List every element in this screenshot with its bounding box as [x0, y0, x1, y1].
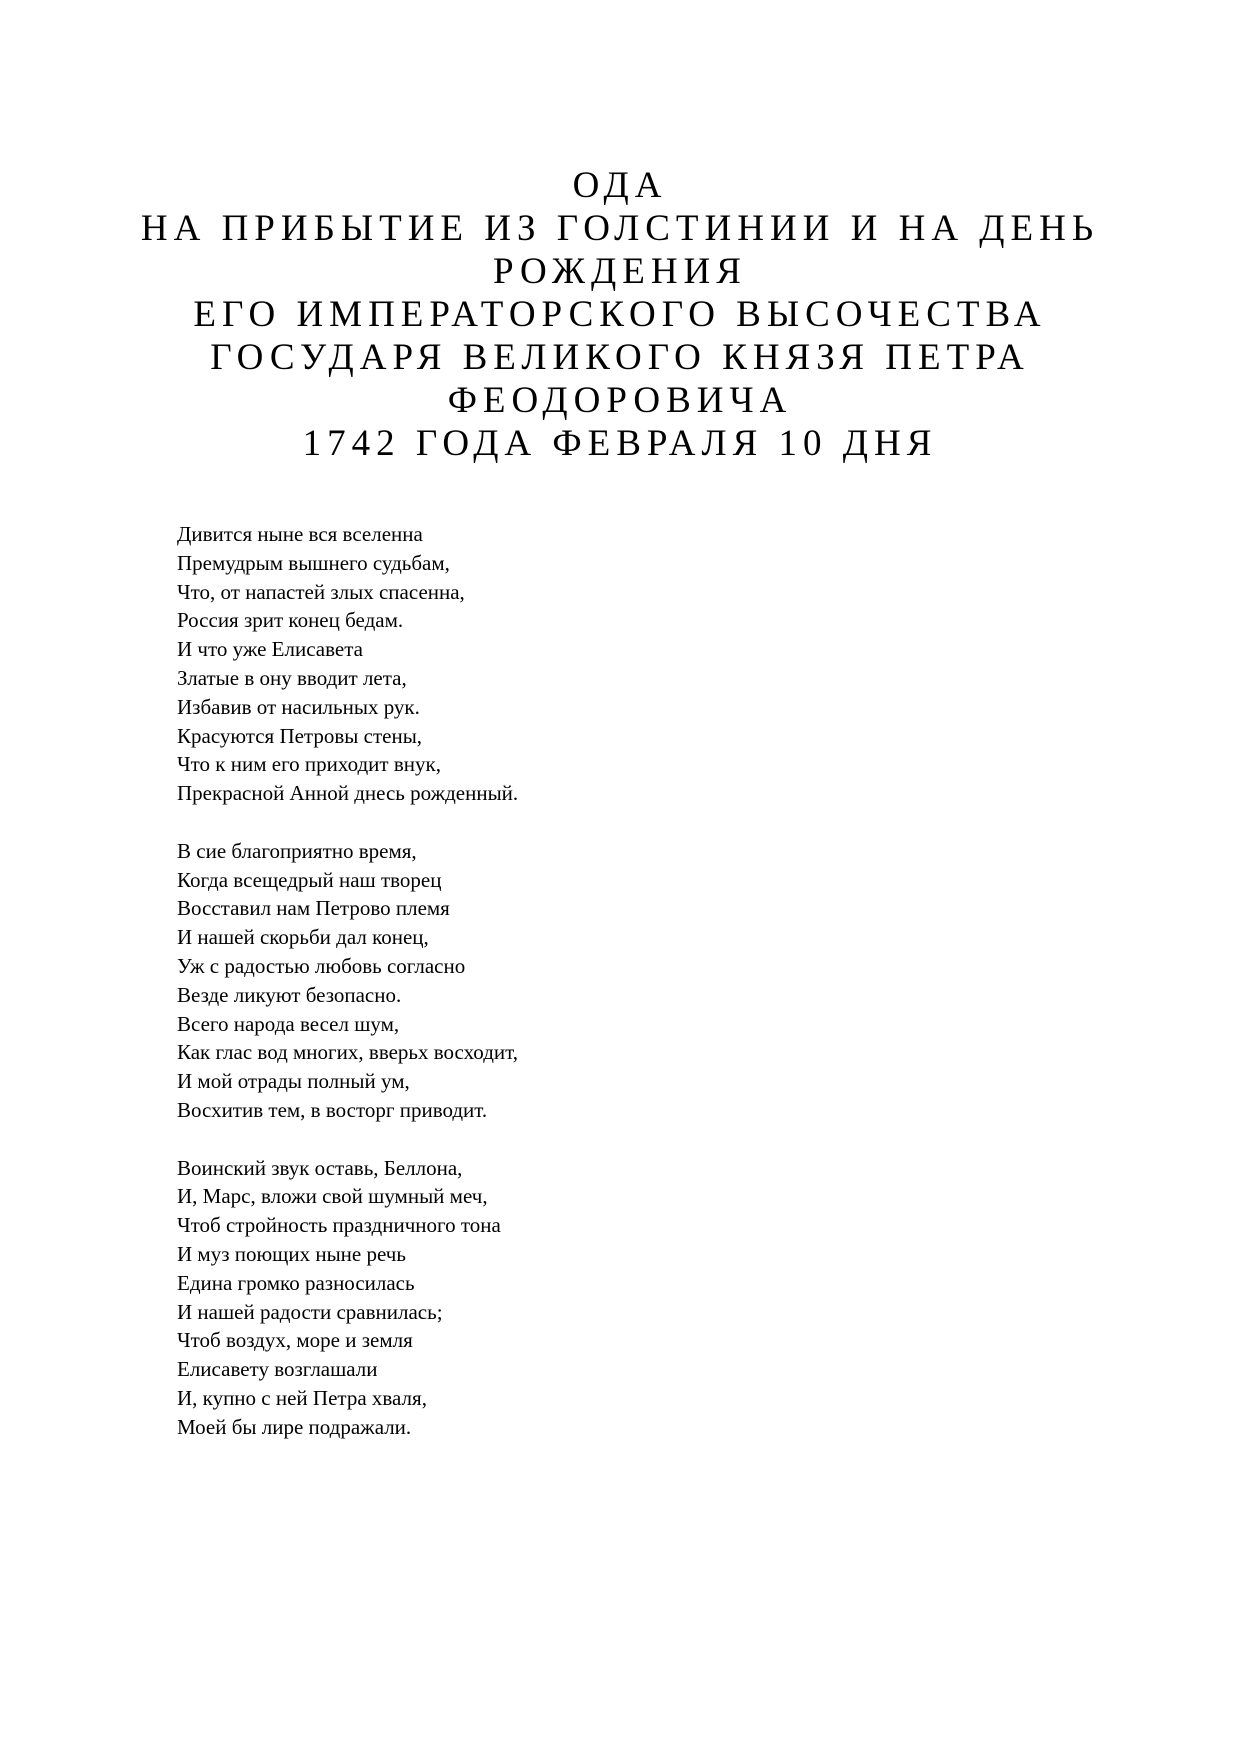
- verse-line: И мой отрады полный ум,: [177, 1069, 410, 1094]
- verse-line: Как глас вод многих, вверьх восходит,: [177, 1040, 518, 1065]
- verse-line: Что, от напастей злых спасенна,: [177, 579, 465, 604]
- verse-line: Восхитив тем, в восторг приводит.: [177, 1097, 488, 1122]
- verse-line: Моей бы лире подражали.: [177, 1414, 412, 1439]
- verse-line: Елисавету возглашали: [177, 1357, 378, 1382]
- verse-line: Уж с радостью любовь согласно: [177, 953, 466, 978]
- title-line: ФЕОДОРОВИЧА: [447, 380, 793, 421]
- verse-line: Чтоб стройность праздничного тона: [177, 1213, 501, 1238]
- verse-line: И, купно с ней Петра хваля,: [177, 1385, 427, 1410]
- ode-title: [0, 164, 1240, 465]
- verse-line: И что уже Елисавета: [177, 637, 363, 662]
- verse-line: Дивится ныне вся вселенна: [177, 522, 423, 546]
- verse-line: Воинский звук оставь, Беллона,: [177, 1155, 463, 1180]
- verse-line: Красуются Петровы стены,: [177, 723, 423, 748]
- verse-line: Премудрым вышнего судьбам,: [177, 550, 450, 575]
- verse-line: Что к ним его приходит внук,: [177, 752, 441, 777]
- verse-line: Избавив от насильных рук.: [177, 694, 420, 719]
- verse-line: Едина громко разносилась: [177, 1270, 415, 1295]
- stanza-1: [177, 520, 1077, 808]
- verse-line: Когда всещедрый наш творец: [177, 867, 442, 892]
- title-line: ОДА: [572, 165, 668, 206]
- title-line: ГОСУДАРЯ ВЕЛИКОГО КНЯЗЯ ПЕТРА: [210, 337, 1030, 378]
- verse-line: Всего народа весел шум,: [177, 1011, 400, 1036]
- verse-line: В сие благоприятно время,: [177, 838, 417, 863]
- title-line: НА ПРИБЫТИЕ ИЗ ГОЛСТИНИИ И НА ДЕНЬ: [140, 208, 1100, 249]
- poem-body: [177, 520, 1077, 1470]
- verse-line: И нашей радости сравнилась;: [177, 1299, 443, 1324]
- stanza-3: [177, 1154, 1077, 1442]
- title-line: РОЖДЕНИЯ: [493, 251, 747, 292]
- verse-line: Россия зрит конец бедам.: [177, 608, 404, 633]
- verse-line: Восставил нам Петрово племя: [177, 896, 450, 921]
- title-line: 1742 ГОДА ФЕВРАЛЯ 10 ДНЯ: [302, 423, 938, 464]
- verse-line: Везде ликуют безопасно.: [177, 982, 402, 1007]
- verse-line: И, Марс, вложи свой шумный меч,: [177, 1184, 488, 1209]
- verse-line: Чтоб воздух, море и земля: [177, 1328, 413, 1353]
- verse-line: Прекрасной Анной днесь рожденный.: [177, 781, 519, 806]
- title-line: ЕГО ИМПЕРАТОРСКОГО ВЫСОЧЕСТВА: [193, 294, 1047, 335]
- verse-line: И нашей скорьби дал конец,: [177, 925, 429, 950]
- verse-line: Златые в ону вводит лета,: [177, 665, 407, 690]
- stanza-2: [177, 837, 1077, 1125]
- verse-line: И муз поющих ныне речь: [177, 1241, 406, 1266]
